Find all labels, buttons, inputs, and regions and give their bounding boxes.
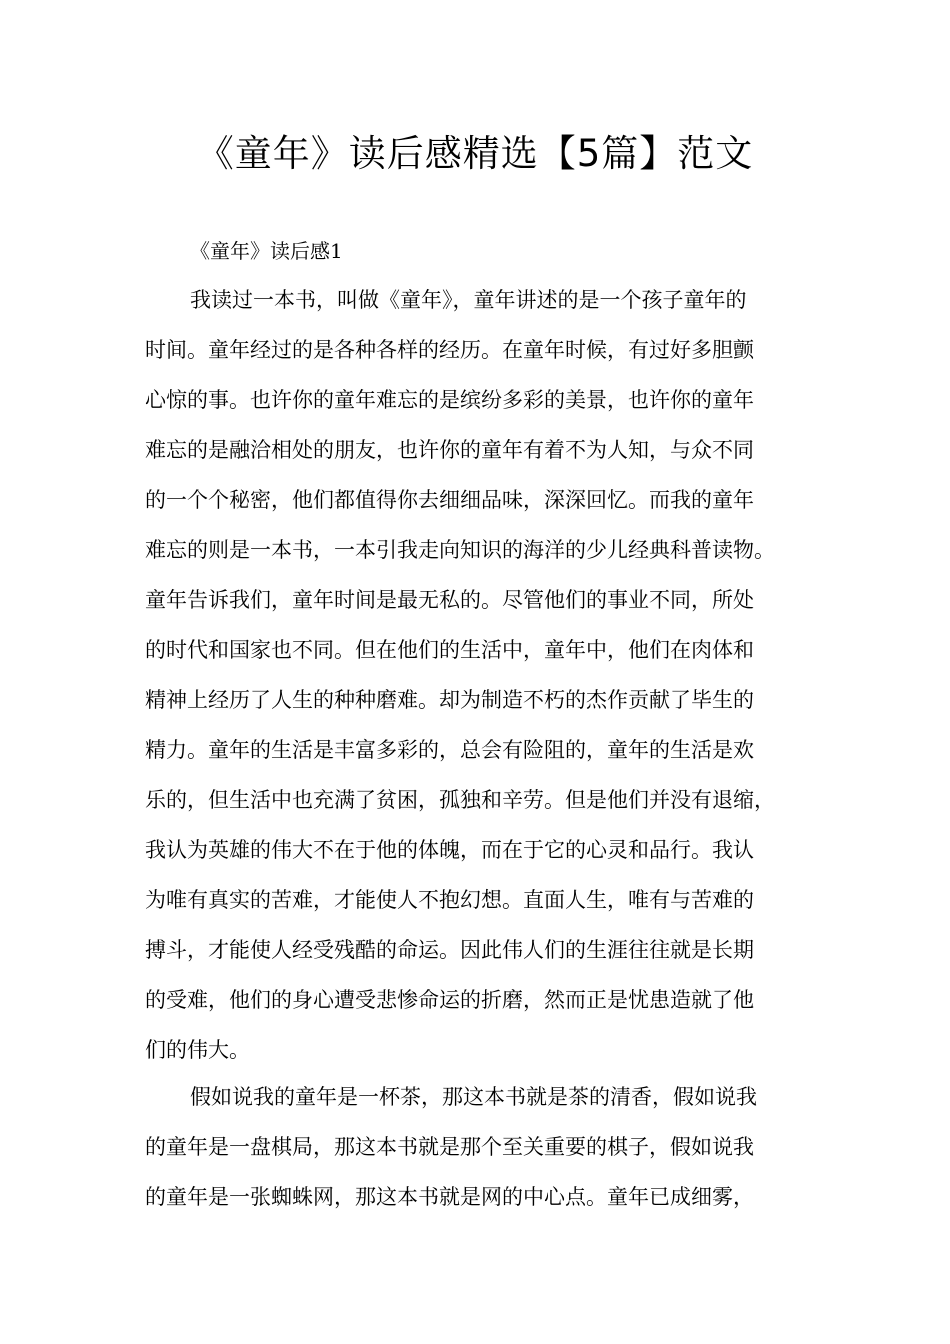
paragraph-line: 我认为英雄的伟大不在于他的体魄，而在于它的心灵和品行。我认 [145,838,754,862]
paragraph-line: 时间。童年经过的是各种各样的经历。在童年时候，有过好多胆颤 [145,338,754,362]
paragraph-line: 心惊的事。也许你的童年难忘的是缤纷多彩的美景，也许你的童年 [145,388,754,412]
paragraph-line: 的一个个秘密，他们都值得你去细细品味，深深回忆。而我的童年 [145,488,754,512]
paragraph-line: 乐的，但生活中也充满了贫困，孤独和辛劳。但是他们并没有退缩， [145,788,775,812]
paragraph-line: 童年告诉我们，童年时间是最无私的。尽管他们的事业不同，所处 [145,588,754,612]
paragraph-line: 为唯有真实的苦难，才能使人不抱幻想。直面人生，唯有与苦难的 [145,888,754,912]
paragraph-line: 的童年是一张蜘蛛网，那这本书就是网的中心点。童年已成细雾， [145,1185,754,1209]
paragraph-1 [145,275,845,1075]
paragraph-line: 的时代和国家也不同。但在他们的生活中，童年中，他们在肉体和 [145,638,754,662]
paragraph-line: 搏斗，才能使人经受残酷的命运。因此伟人们的生涯往往就是长期 [145,938,754,962]
paragraph-line: 难忘的是融洽相处的朋友，也许你的童年有着不为人知，与众不同 [145,438,754,462]
section-heading: 《童年》读后感1 [190,239,343,263]
paragraph-line: 精神上经历了人生的种种磨难。却为制造不朽的杰作贡献了毕生的 [145,688,754,712]
paragraph-2 [145,1072,845,1222]
paragraph-line: 们的伟大。 [145,1038,250,1062]
paragraph-line: 假如说我的童年是一杯茶，那这本书就是茶的清香，假如说我 [190,1085,757,1109]
paragraph-line: 难忘的则是一本书，一本引我走向知识的海洋的少儿经典科普读物。 [145,538,775,562]
paragraph-line: 的童年是一盘棋局，那这本书就是那个至关重要的棋子，假如说我 [145,1135,754,1159]
paragraph-line: 精力。童年的生活是丰富多彩的，总会有险阻的，童年的生活是欢 [145,738,754,762]
paragraph-line: 我读过一本书，叫做《童年》，童年讲述的是一个孩子童年的 [190,288,747,312]
document-title: 《童年》读后感精选【5篇】范文 [196,132,754,175]
paragraph-line: 的受难，他们的身心遭受悲惨命运的折磨，然而正是忧患造就了他 [145,988,754,1012]
